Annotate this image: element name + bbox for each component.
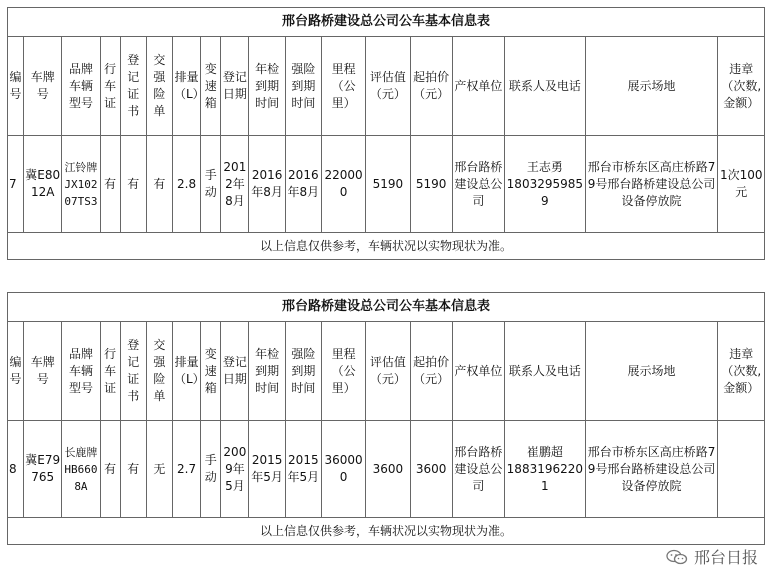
table-title: 邢台路桥建设总公司公车基本信息表 [8,293,765,322]
vehicle-info-table-2 [7,292,765,545]
col-header-appraisal: 评估值（元） [366,322,410,421]
cell-contact [505,421,586,518]
cell-violation [718,421,765,518]
cell-displacement: 2.7 [173,421,201,518]
contact-phone: 18831962201 [506,461,584,493]
col-header-gearbox: 变速箱 [201,322,221,421]
col-header-insurance: 交强险单 [146,322,172,421]
cell-insurance: 无 [146,421,172,518]
table-row [8,421,765,518]
cell-plate: 冀E8012A [24,136,62,233]
cell-reg-date: 2009年5月 [221,421,249,518]
cell-model: 长鹿牌HB6608A [62,421,100,518]
cell-start-price: 3600 [410,421,452,518]
cell-contact [505,136,586,233]
cell-certificate: 有 [120,421,146,518]
cell-certificate: 有 [120,136,146,233]
col-header-insurance-due: 强险到期时间 [285,322,321,421]
cell-mileage: 360000 [321,421,365,518]
contact-name: 王志勇 [526,159,563,174]
col-header-violation: 违章（次数,金额） [718,322,765,421]
watermark [666,545,758,568]
col-header-plate: 车牌号 [24,322,62,421]
table-title: 邢台路桥建设总公司公车基本信息表 [8,8,765,37]
cell-insurance-due: 2015年5月 [285,421,321,518]
col-header-reg-date: 登记日期 [221,37,249,136]
watermark-text: 邢台日报 [693,548,758,567]
col-header-certificate: 登记证书 [120,322,146,421]
col-header-license: 行车证 [100,322,120,421]
contact-phone: 18032959859 [506,176,584,208]
cell-model: 江铃牌JX10207TS3 [62,136,100,233]
col-header-plate: 车牌号 [24,37,62,136]
cell-license: 有 [100,421,120,518]
cell-location: 邢台市桥东区高庄桥路79号邢台路桥建设总公司设备停放院 [585,136,718,233]
cell-location: 邢台市桥东区高庄桥路79号邢台路桥建设总公司设备停放院 [585,421,718,518]
col-header-contact: 联系人及电话 [505,322,586,421]
col-header-start-price: 起拍价（元） [410,322,452,421]
col-header-gearbox: 变速箱 [201,37,221,136]
col-header-license: 行车证 [100,37,120,136]
wechat-icon [666,549,688,565]
cell-mileage: 220000 [321,136,365,233]
col-header-insurance-due: 强险到期时间 [285,37,321,136]
cell-owner: 邢台路桥建设总公司 [452,421,504,518]
cell-insurance-due: 2016年8月 [285,136,321,233]
col-header-model: 品牌车辆型号 [62,37,100,136]
cell-no: 8 [8,421,24,518]
col-header-owner: 产权单位 [452,37,504,136]
col-header-appraisal: 评估值（元） [366,37,410,136]
cell-owner: 邢台路桥建设总公司 [452,136,504,233]
cell-insurance: 有 [146,136,172,233]
cell-reg-date: 2012年8月 [221,136,249,233]
col-header-displacement: 排量（L） [173,322,201,421]
cell-appraisal: 3600 [366,421,410,518]
col-header-reg-date: 登记日期 [221,322,249,421]
col-header-contact: 联系人及电话 [505,37,586,136]
col-header-displacement: 排量（L） [173,37,201,136]
col-header-model: 品牌车辆型号 [62,322,100,421]
cell-gearbox: 手动 [201,421,221,518]
contact-name: 崔鹏超 [526,444,563,459]
vehicle-info-table-1 [7,7,765,260]
cell-no: 7 [8,136,24,233]
cell-inspection: 2016年8月 [249,136,285,233]
col-header-location: 展示场地 [585,37,718,136]
cell-inspection: 2015年5月 [249,421,285,518]
table-row [8,136,765,233]
table-note: 以上信息仅供参考，车辆状况以实物现状为准。 [8,518,765,545]
cell-license: 有 [100,136,120,233]
cell-start-price: 5190 [410,136,452,233]
cell-displacement: 2.8 [173,136,201,233]
col-header-owner: 产权单位 [452,322,504,421]
col-header-insurance: 交强险单 [146,37,172,136]
col-header-certificate: 登记证书 [120,37,146,136]
col-header-mileage: 里程（公里） [321,37,365,136]
table-note: 以上信息仅供参考，车辆状况以实物现状为准。 [8,233,765,260]
col-header-location: 展示场地 [585,322,718,421]
col-header-violation: 违章（次数,金额） [718,37,765,136]
cell-plate: 冀E79765 [24,421,62,518]
col-header-start-price: 起拍价（元） [410,37,452,136]
col-header-no: 编号 [8,322,24,421]
cell-violation: 1次100元 [718,136,765,233]
cell-gearbox: 手动 [201,136,221,233]
col-header-mileage: 里程（公里） [321,322,365,421]
col-header-inspection: 年检到期时间 [249,322,285,421]
col-header-inspection: 年检到期时间 [249,37,285,136]
col-header-no: 编号 [8,37,24,136]
cell-appraisal: 5190 [366,136,410,233]
